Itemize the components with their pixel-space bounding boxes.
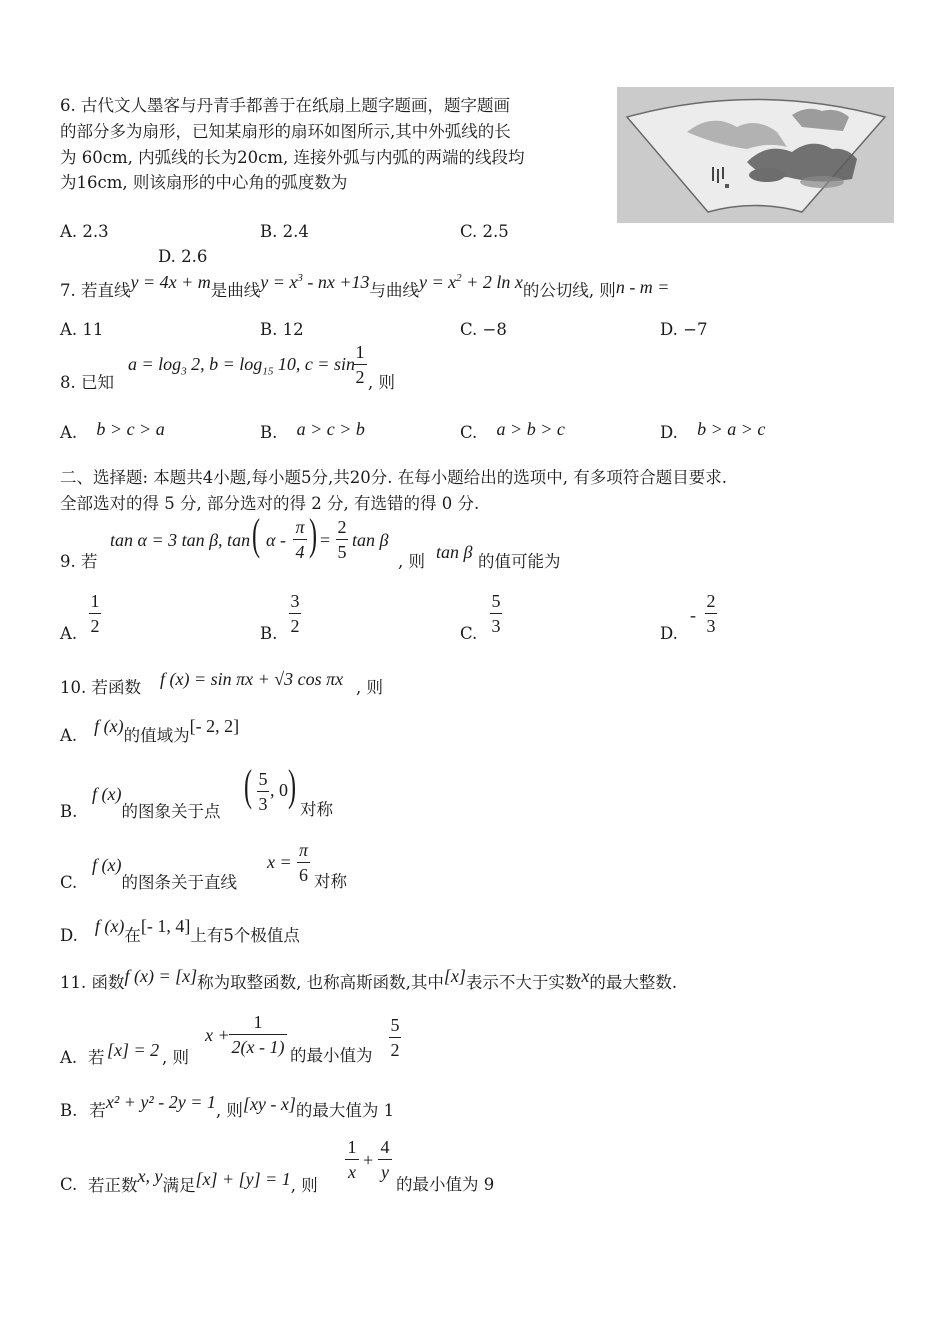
- q11-option-a-condition: [x] = 2: [107, 1040, 160, 1060]
- q9-label: 9. 若: [60, 552, 98, 571]
- q8-option-c: C. a > b > c: [460, 419, 565, 442]
- q9-option-a-fraction: 1 2: [90, 591, 100, 636]
- q7-text-2: 是曲线: [210, 281, 261, 300]
- q6-stem-line-2: 的部分多为扇形，已知某扇形的扇环如图所示,其中外弧线的长: [60, 122, 511, 141]
- q9-text-possible-values: 的值可能为: [478, 552, 561, 571]
- q9-pi-over-4: π 4: [293, 518, 307, 561]
- q10-text-then: , 则: [356, 678, 383, 697]
- q10-option-b-label: B.: [60, 802, 78, 821]
- q10-function-def: f (x) = sin πx + √3 cos πx: [160, 669, 344, 689]
- q9-option-d-fraction: 2 3: [706, 591, 716, 636]
- q8-text-then: , 则: [368, 373, 395, 392]
- q10-option-a: A. f (x)的值域为[- 2, 2]: [60, 716, 240, 745]
- q10-option-b-zero: , 0: [270, 780, 288, 800]
- q10-option-b-right-paren: ): [288, 761, 297, 810]
- q7-line-eq: y = 4x + m: [130, 272, 211, 292]
- q9-option-c-fraction: 5 3: [491, 591, 501, 636]
- q11-option-a-fraction: 1 2(x - 1): [229, 1013, 287, 1056]
- q10-option-b-fraction: 5 3: [258, 769, 268, 814]
- q8-option-d: D. b > a > c: [660, 419, 766, 442]
- q8-half-fraction: 1 2: [353, 343, 367, 386]
- q10-label: 10. 若函数: [60, 678, 141, 697]
- q9-option-b-fraction: 3 2: [290, 591, 300, 636]
- q9-text-then: , 则: [398, 552, 425, 571]
- q10-option-b-left-paren: (: [244, 761, 253, 810]
- q11-option-a-label: A.: [60, 1048, 78, 1067]
- q11-option-b: B. 若x² + y² - 2y = 1, 则[xy - x]的最大值为 1: [60, 1092, 395, 1120]
- q6-option-c: C. 2.5: [460, 222, 509, 241]
- q11-option-c-fraction-1: 1 x: [345, 1138, 359, 1181]
- q11-option-a-if: 若: [88, 1048, 105, 1067]
- q11-option-a-then: , 则: [162, 1048, 189, 1067]
- q9-right-paren: ): [309, 510, 318, 559]
- q8-option-a: A. b > c > a: [60, 419, 165, 442]
- q6-stem-line-4: 为16cm, 则该扇形的中心角的弧度数为: [60, 173, 348, 192]
- q11-option-c-plus: +: [363, 1150, 374, 1170]
- section2-instructions-line-1: 二、选择题: 本题共4小题,每小题5分,共20分. 在每小题给出的选项中, 有多项符合题目要求.: [60, 468, 728, 487]
- q10-option-c-text: f (x)的图条关于直线: [92, 855, 237, 892]
- q7-text-1: 7. 若直线: [60, 281, 131, 300]
- q10-option-c-symmetric: 对称: [314, 872, 347, 891]
- q11-option-a-min-text: 的最小值为: [290, 1046, 373, 1065]
- q11-option-c-min-text: 的最小值为 9: [396, 1175, 495, 1194]
- q11-option-a-value: 5 2: [390, 1015, 400, 1060]
- q9-equals: =: [320, 530, 331, 550]
- q7-option-a: A. 11: [60, 320, 104, 339]
- q9-option-a-label: A.: [60, 624, 78, 643]
- q7-text-3: 与曲线: [369, 281, 420, 300]
- q11-option-a-x-plus: x +: [205, 1025, 230, 1045]
- q9-target-tan-beta: tan β: [436, 542, 473, 562]
- q10-option-c-fraction: π 6: [298, 840, 309, 885]
- q9-left-paren: (: [252, 510, 261, 559]
- q7-curve2-eq: $y = x^2 + 2$ ln x: [419, 272, 523, 292]
- q10-option-c-x-equals: x =: [267, 852, 292, 872]
- q9-two-fifths: 2 5: [337, 517, 347, 562]
- q10-option-b-symmetric: 对称: [300, 800, 333, 819]
- q7-stem: [60, 272, 670, 302]
- q9-option-d-minus: -: [690, 605, 696, 625]
- q6-option-d: D. 2.6: [158, 247, 208, 266]
- q7-target-expr: n - m =: [615, 277, 670, 297]
- q6-stem-line-1: 6. 古代文人墨客与丹青手都善于在纸扇上题字题画，题字题画: [60, 96, 510, 115]
- fan-painting-image: [617, 87, 894, 223]
- q11-option-c-fraction-2: 4 y: [378, 1138, 392, 1181]
- q9-option-d-label: D.: [660, 624, 678, 643]
- q9-tan-beta: tan β: [352, 530, 389, 550]
- q10-option-b-text: f (x)的图象关于点: [92, 784, 221, 821]
- q7-option-d: D. −7: [660, 320, 708, 339]
- q7-option-b: B. 12: [260, 320, 304, 339]
- q11-stem: 11. 函数f (x) = [x]称为取整函数, 也称高斯函数,其中[x]表示不大于实数x的最大整数.: [60, 966, 678, 992]
- fan-drawing: [617, 87, 894, 223]
- q8-label: 8. 已知: [60, 373, 114, 392]
- q11-option-c-label: C.: [60, 1175, 78, 1194]
- q11-option-c-text: 若正数x, y满足[x] + [y] = 1, 则: [88, 1166, 318, 1195]
- q6-option-a: A. 2.3: [60, 222, 109, 241]
- q7-curve1-eq: $y = x^3$ - nx +13: [260, 272, 370, 292]
- q8-definitions: $a = \log_3 2$, $b = \log_{15} 10$, c = sin: [128, 354, 355, 378]
- q9-alpha-minus: α -: [266, 530, 286, 550]
- q10-option-d: D. f (x)在[- 1, 4]上有5个极值点: [60, 916, 300, 945]
- section2-instructions-line-2: 全部选对的得 5 分, 部分选对的得 2 分, 有选错的得 0 分.: [60, 494, 480, 513]
- q10-option-c-label: C.: [60, 873, 78, 892]
- q9-option-b-label: B.: [260, 624, 278, 643]
- q6-option-b: B. 2.4: [260, 222, 309, 241]
- q8-option-b: B. a > c > b: [260, 419, 365, 442]
- q6-stem-line-3: 为 60cm, 内弧线的长为20cm, 连接外弧与内弧的两端的线段均: [60, 148, 525, 167]
- q7-option-c: C. −8: [460, 320, 507, 339]
- q9-condition-1: tan α = 3 tan β, tan: [110, 530, 251, 550]
- q7-text-4: 的公切线, 则: [522, 281, 616, 300]
- q9-option-c-label: C.: [460, 624, 478, 643]
